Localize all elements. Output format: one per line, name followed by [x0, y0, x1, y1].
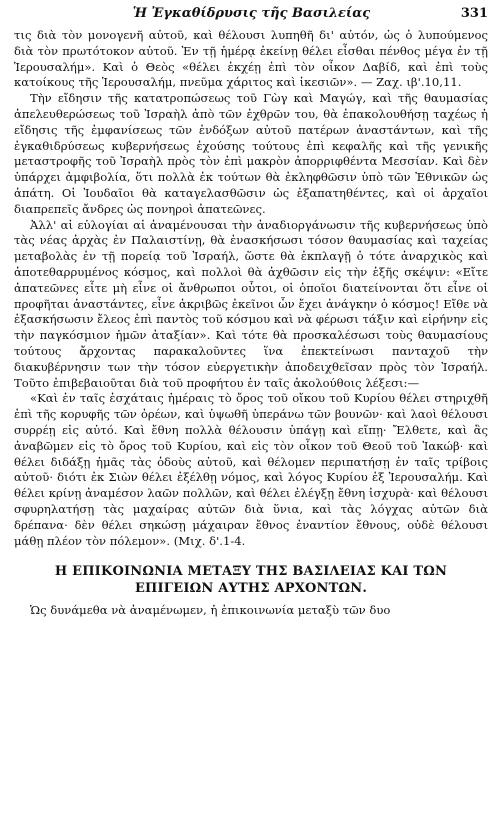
- running-title: Ἡ Ἐγκαθίδρυσις τῆς Βασιλείας: [132, 6, 371, 21]
- paragraph-gog-magog: Τὴν εἴδησιν τῆς κατατροπώσεως τοῦ Γὼγ καὶ Μαγώγ, καὶ τῆς θαυμασίας ἀπελευθερώσεως τοῦ Ἰσραὴλ ἀπὸ τῶν ἐχθρῶν του, θὰ ἐπακολουθήσῃ ταχέως ἡ εἴδησις τῆς ἐμφανίσεως τῶν ἐνδόξων αὐτοῦ πατέρων ἀναστάντων, καὶ τῆς ἐγκαθιδρύσεως κυβερνήσεως ἐχούσης τούτους ἐπὶ κεφαλῆς καὶ τῆς γενικῆς μεταστροφῆς τοῦ Ἰσραὴλ πρὸς τὸν ἐπὶ μακρὸν ἀπορριφθέντα Μεσσίαν. Καὶ δὲν ὑπάρχει ἀμφιβολία, ὅτι πολλὰ ἐκ τούτων θὰ ἐκληφθῶσιν ὑπὸ τῶν Ἐθνικῶν ὡς ἀπάτη. Οἱ Ἰουδαῖοι θὰ καταγελασθῶσιν ὡς ἐξαπατηθέντες, καὶ οἱ ἀρχαῖοι διαπρεπεῖς ἄνδρες ὡς πονηροὶ ἀπατεῶνες.: [14, 91, 488, 216]
- paragraph-blessings: Ἀλλ' αἱ εὐλογίαι αἱ ἀναμένουσαι τὴν ἀναδιοργάνωσιν τῆς κυβερνήσεως ὑπὸ τὰς νέας ἀρχὰς ἐν Παλαιστίνῃ, θὰ ἐνασκήσωσι τόσον θαυμασίας καὶ ταχείας μεταβολὰς ἐν τῇ πορείᾳ τοῦ Ἰσραήλ, ὥστε θὰ ἐκπλαγῇ ὁ τότε ἀναρχικὸς καὶ ἀποτεθαρρυμένος κόσμος, καὶ πολλοὶ θὰ ἀχθῶσιν εἰς τὴν ἑξῆς σκέψιν: «Εἴτε ἀπατεῶνες εἶτε μὴ εἶνε οἱ ἄνθρωποι οὗτοι, οἱ ὁποῖοι διατείνονται ὅτι εἶνε οἱ προφῆται ἀναστάντες, εἶνε ἀκριβῶς ἐκεῖνοι ὧν ἔχει ἀνάγκην ὁ κόσμος! Εἴθε νὰ ἐξασκήσωσιν ἔλεος ἐπὶ παντὸς τοῦ κόσμου καὶ νὰ φέρωσι τάξιν καὶ εἰρήνην εἰς τὴν παγκόσμιον ἡμῶν ἀταξίαν». Καὶ τότε θὰ προσκαλέσωσι τοὺς θαυμασίους τούτους ἄρχοντας παρακαλοῦντες ἵνα ἐπεκτείνωσι πανταχοῦ τὴν διακυβέρνησιν των τὴν τόσον εὐεργετικὴν ἀποδειχθεῖσαν πρὸς τὸν Ἰσραήλ. Τοῦτο ἐπιβεβαιοῦται διὰ τοῦ προφήτου ἐν ταῖς ἀκολούθοις λέξεσι:—: [14, 217, 488, 390]
- page-header: [14, 6, 488, 28]
- closing-text: [14, 603, 488, 619]
- paragraph-micah-quote: «Καὶ ἐν ταῖς ἐσχάταις ἡμέραις τὸ ὄρος τοῦ οἴκου τοῦ Κυρίου θέλει στηριχθῆ ἐπὶ τῆς κορυφῆς τῶν ὀρέων, καὶ ὑψωθῆ ὑπεράνω τῶν βουνῶν· καὶ λαοὶ θέλουσι συρρέῃ εἰς αὐτό. Καὶ ἔθνη πολλὰ θέλουσιν ὑπάγῃ καὶ εἴπῃ· Ἔλθετε, καὶ ἂς ἀναβῶμεν εἰς τὸ ὄρος τοῦ Κυρίου, καὶ εἰς τὸν οἶκον τοῦ Θεοῦ τοῦ Ἰακώβ· καὶ θέλει διδάξῃ ἡμᾶς τὰς ὁδοὺς αὐτοῦ, καὶ θέλομεν περιπατήσῃ ἐν ταῖς τρίβοις αὐτοῦ· διότι ἐκ Σιὼν θέλει ἐξέλθῃ νόμος, καὶ λόγος Κυρίου ἐξ Ἱερουσαλήμ. Καὶ θέλει κρίνῃ ἀναμέσον λαῶν πολλῶν, καὶ θέλει ἐλέγξῃ ἔθνη ἰσχυρὰ· καὶ θέλουσι σφυρηλατήσῃ τὰς μαχαίρας αὐτῶν διὰ ὕνια, καὶ τὰς λόγχας αὐτῶν διὰ δρέπανα· δὲν θέλει σηκώσῃ μάχαιραν ἔθνος ἐναντίον ἔθνους, οὐδὲ θέλουσι μάθῃ πλέον τὸν πόλεμον». (Μιχ. δ'.1-4.: [14, 391, 488, 548]
- paragraph-continuation: τις διὰ τὸν μονογενῆ αὐτοῦ, καὶ θέλουσι λυπηθῆ δι' αὐτόν, ὡς ὁ λυπούμενος διὰ τὸν πρωτότοκον αὐτοῦ. Ἐν τῇ ἡμέρᾳ ἐκείνῃ θέλει εἶσθαι πένθος μέγα ἐν τῇ Ἱερουσαλήμ». Καὶ ὁ Θεὸς «θέλει ἐκχέῃ ἐπὶ τὸν οἶκον Δαβίδ, καὶ ἐπὶ τοὺς κατοίκους τῆς Ἱερουσαλήμ, πνεῦμα χάριτος καὶ ἱκεσιῶν». — Ζαχ. ιβ'.10,11.: [14, 28, 488, 90]
- body-text: [14, 28, 488, 549]
- closing-line: Ὡς δυνάμεθα νὰ ἀναμένωμεν, ἡ ἐπικοινωνία μεταξὺ τῶν δυο: [30, 603, 391, 618]
- section-heading: Η ΕΠΙΚΟΙΝΩΝΙΑ ΜΕΤΑΞΥ ΤΗΣ ΒΑΣΙΛΕΙΑΣ ΚΑΙ ΤΩΝ ΕΠΙΓΕΙΩΝ ΑΥΤΗΣ ΑΡΧΟΝΤΩΝ.: [54, 564, 448, 597]
- page-number: 331: [460, 6, 488, 21]
